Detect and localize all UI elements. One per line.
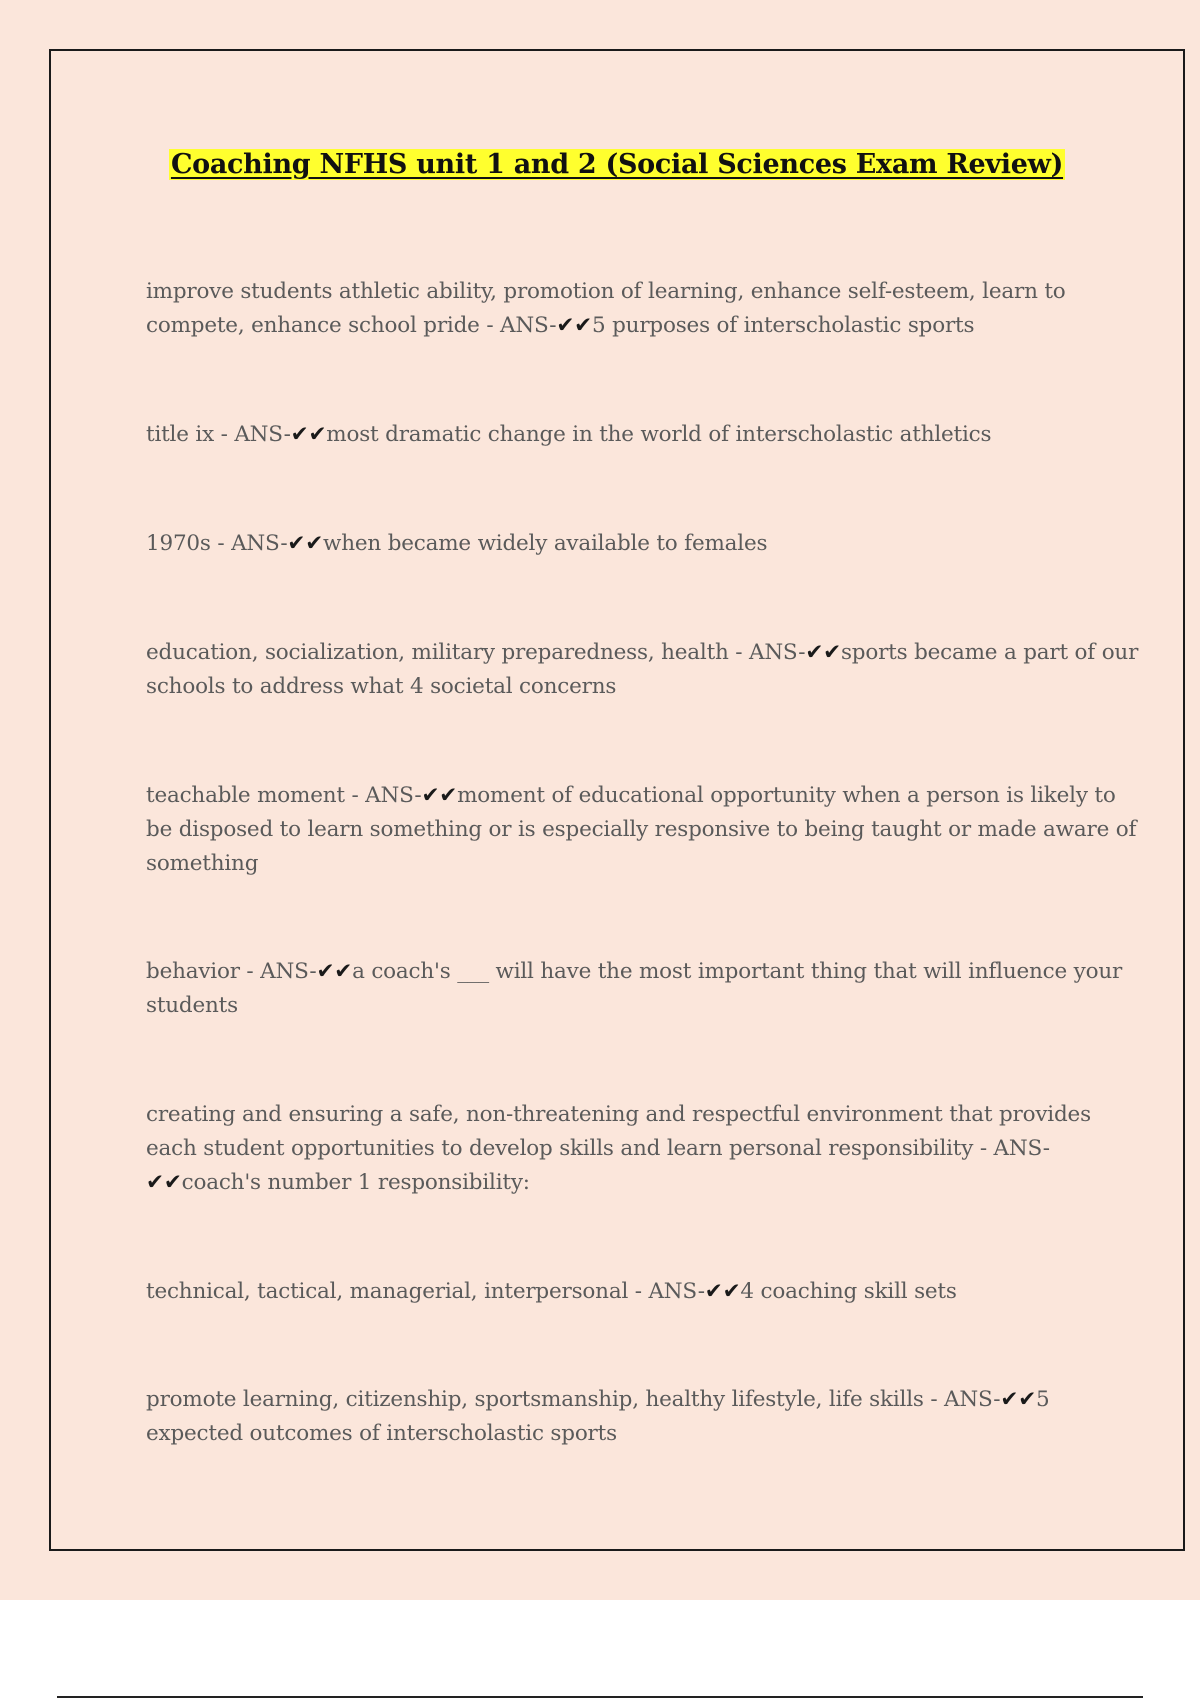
- check-icon: ✔✔: [805, 640, 841, 665]
- entry-answer: 5 purposes of interscholastic sports: [592, 313, 975, 338]
- check-icon: ✔✔: [287, 531, 324, 556]
- qa-entry-6: [146, 955, 1146, 1023]
- check-icon: ✔✔: [1000, 1387, 1037, 1412]
- entry-answer: coach's number 1 responsibility:: [181, 1170, 530, 1195]
- entry-question: title ix - ANS-: [146, 422, 291, 447]
- qa-entry-4: [146, 636, 1146, 704]
- entry-answer: most dramatic change in the world of interscholastic athletics: [326, 422, 992, 447]
- check-icon: ✔✔: [421, 783, 458, 808]
- entry-question: promote learning, citizenship, sportsmanship, healthy lifestyle, life skills - ANS-: [146, 1387, 1001, 1412]
- qa-entry-1: [146, 275, 1146, 343]
- entry-question: behavior - ANS-: [146, 959, 317, 984]
- document-frame: [49, 49, 1185, 1551]
- check-icon: ✔✔: [146, 1170, 182, 1195]
- entry-question: 1970s - ANS-: [146, 531, 288, 556]
- entry-answer: when became widely available to females: [323, 531, 768, 556]
- check-icon: ✔✔: [556, 313, 592, 338]
- qa-entry-8: [146, 1275, 1146, 1309]
- check-icon: ✔✔: [290, 422, 327, 447]
- entry-answer: 5 expected outcomes of interscholastic sports: [146, 1387, 1050, 1446]
- title-container: [51, 149, 1183, 180]
- entry-answer: moment of educational opportunity when a person is likely to be disposed to learn something or is especially responsive to being taught or made aware of something: [146, 783, 1137, 876]
- entry-question: education, socialization, military preparedness, health - ANS-: [146, 640, 806, 665]
- entry-answer: sports became a part of our schools to address what 4 societal concerns: [146, 640, 1139, 699]
- entry-question: improve students athletic ability, promotion of learning, enhance self-esteem, learn to compete, enhance school pride - ANS-: [146, 279, 1066, 338]
- check-icon: ✔✔: [316, 959, 353, 984]
- check-icon: ✔✔: [704, 1279, 741, 1304]
- entry-question: teachable moment - ANS-: [146, 783, 422, 808]
- qa-entry-5: [146, 779, 1146, 881]
- entry-answer: 4 coaching skill sets: [740, 1279, 957, 1304]
- qa-entry-9: [146, 1383, 1146, 1451]
- qa-entry-2: [146, 418, 1146, 452]
- qa-entry-7: [146, 1098, 1146, 1200]
- entry-question: creating and ensuring a safe, non-threatening and respectful environment that provides each student opportunities to develop skills and learn personal responsibility - ANS-: [146, 1102, 1091, 1161]
- bottom-divider: [57, 1696, 1143, 1698]
- entry-answer: a coach's ___ will have the most important thing that will influence your students: [146, 959, 1123, 1018]
- entry-question: technical, tactical, managerial, interpersonal - ANS-: [146, 1279, 705, 1304]
- document-title: Coaching NFHS unit 1 and 2 (Social Sciences Exam Review): [170, 149, 1064, 180]
- qa-entry-3: [146, 527, 1146, 561]
